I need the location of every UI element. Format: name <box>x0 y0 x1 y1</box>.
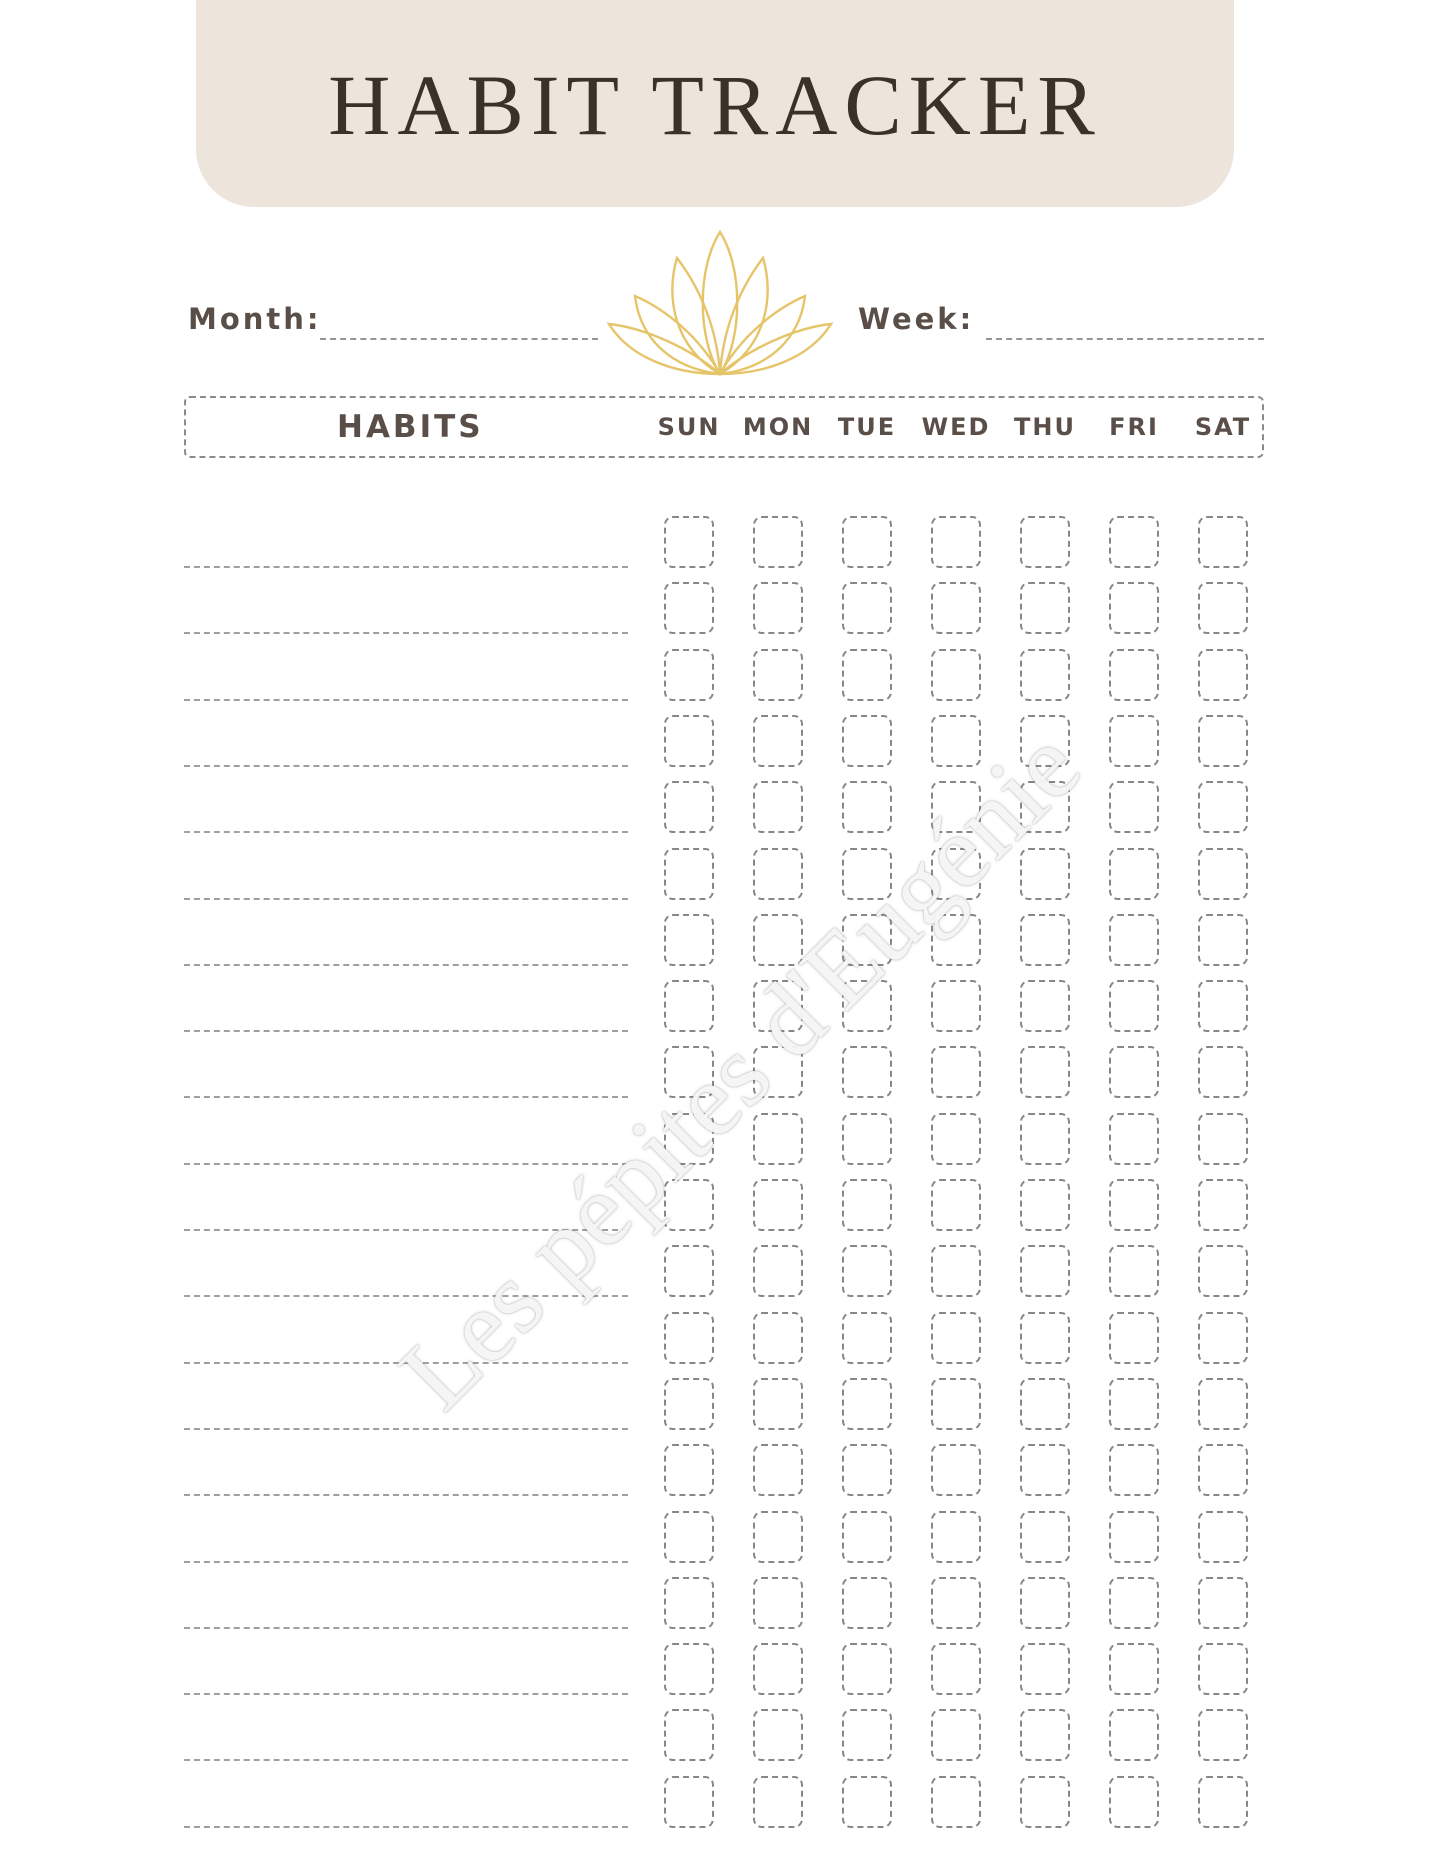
checkbox-thu[interactable] <box>1020 1511 1070 1563</box>
checkbox-mon[interactable] <box>753 914 803 966</box>
checkbox-sat[interactable] <box>1198 715 1248 767</box>
habit-line[interactable] <box>184 566 628 568</box>
checkbox-fri[interactable] <box>1109 1444 1159 1496</box>
checkbox-sat[interactable] <box>1198 1046 1248 1098</box>
checkbox-mon[interactable] <box>753 582 803 634</box>
checkbox-mon[interactable] <box>753 980 803 1032</box>
habit-line[interactable] <box>184 1693 628 1695</box>
title-banner <box>196 0 1234 207</box>
checkbox-fri[interactable] <box>1109 1643 1159 1695</box>
habit-line[interactable] <box>184 1362 628 1364</box>
habit-line[interactable] <box>184 632 628 634</box>
checkbox-sun[interactable] <box>664 1245 714 1297</box>
checkbox-fri[interactable] <box>1109 781 1159 833</box>
checkbox-thu[interactable] <box>1020 1046 1070 1098</box>
checkbox-sat[interactable] <box>1198 1312 1248 1364</box>
checkbox-thu[interactable] <box>1020 715 1070 767</box>
checkbox-fri[interactable] <box>1109 1577 1159 1629</box>
checkbox-sat[interactable] <box>1198 649 1248 701</box>
checkbox-thu[interactable] <box>1020 1643 1070 1695</box>
checkbox-tue[interactable] <box>842 715 892 767</box>
checkbox-wed[interactable] <box>931 582 981 634</box>
checkbox-thu[interactable] <box>1020 1312 1070 1364</box>
checkbox-sat[interactable] <box>1198 1511 1248 1563</box>
checkbox-sun[interactable] <box>664 1046 714 1098</box>
checkbox-fri[interactable] <box>1109 1776 1159 1828</box>
checkbox-sat[interactable] <box>1198 1709 1248 1761</box>
checkbox-sun[interactable] <box>664 582 714 634</box>
checkbox-mon[interactable] <box>753 1245 803 1297</box>
checkbox-wed[interactable] <box>931 980 981 1032</box>
checkbox-thu[interactable] <box>1020 1245 1070 1297</box>
checkbox-mon[interactable] <box>753 1709 803 1761</box>
watermark: Les pépites d'Eugénie <box>378 707 1102 1432</box>
checkbox-sat[interactable] <box>1198 1444 1248 1496</box>
habit-line[interactable] <box>184 1561 628 1563</box>
week-field[interactable] <box>986 338 1264 340</box>
habit-line[interactable] <box>184 1428 628 1430</box>
checkbox-tue[interactable] <box>842 1444 892 1496</box>
checkbox-tue[interactable] <box>842 980 892 1032</box>
checkbox-thu[interactable] <box>1020 1378 1070 1430</box>
checkbox-tue[interactable] <box>842 1113 892 1165</box>
day-header-wed: WED <box>921 413 991 441</box>
checkbox-sat[interactable] <box>1198 582 1248 634</box>
checkbox-fri[interactable] <box>1109 1113 1159 1165</box>
checkbox-wed[interactable] <box>931 848 981 900</box>
checkbox-wed[interactable] <box>931 1179 981 1231</box>
checkbox-sun[interactable] <box>664 1113 714 1165</box>
checkbox-tue[interactable] <box>842 1312 892 1364</box>
habit-line[interactable] <box>184 765 628 767</box>
checkbox-sun[interactable] <box>664 1577 714 1629</box>
lotus-icon <box>605 228 835 378</box>
checkbox-mon[interactable] <box>753 781 803 833</box>
day-header-mon: MON <box>742 413 814 441</box>
checkbox-wed[interactable] <box>931 1577 981 1629</box>
checkbox-tue[interactable] <box>842 1378 892 1430</box>
checkbox-thu[interactable] <box>1020 1776 1070 1828</box>
checkbox-fri[interactable] <box>1109 1709 1159 1761</box>
checkbox-sun[interactable] <box>664 516 714 568</box>
checkbox-wed[interactable] <box>931 1245 981 1297</box>
checkbox-tue[interactable] <box>842 1245 892 1297</box>
checkbox-sat[interactable] <box>1198 980 1248 1032</box>
checkbox-sun[interactable] <box>664 1709 714 1761</box>
checkbox-mon[interactable] <box>753 1179 803 1231</box>
checkbox-mon[interactable] <box>753 1643 803 1695</box>
checkbox-tue[interactable] <box>842 848 892 900</box>
checkbox-fri[interactable] <box>1109 980 1159 1032</box>
checkbox-mon[interactable] <box>753 1312 803 1364</box>
checkbox-wed[interactable] <box>931 1378 981 1430</box>
checkbox-tue[interactable] <box>842 1643 892 1695</box>
checkbox-fri[interactable] <box>1109 715 1159 767</box>
checkbox-thu[interactable] <box>1020 848 1070 900</box>
checkbox-fri[interactable] <box>1109 1179 1159 1231</box>
habit-line[interactable] <box>184 1163 628 1165</box>
habit-line[interactable] <box>184 1759 628 1761</box>
checkbox-tue[interactable] <box>842 914 892 966</box>
checkbox-mon[interactable] <box>753 1113 803 1165</box>
checkbox-thu[interactable] <box>1020 582 1070 634</box>
checkbox-tue[interactable] <box>842 1776 892 1828</box>
month-field[interactable] <box>320 338 598 340</box>
checkbox-thu[interactable] <box>1020 1113 1070 1165</box>
checkbox-sun[interactable] <box>664 914 714 966</box>
checkbox-sat[interactable] <box>1198 1577 1248 1629</box>
checkbox-fri[interactable] <box>1109 649 1159 701</box>
checkbox-wed[interactable] <box>931 914 981 966</box>
page-title: HABIT TRACKER <box>328 57 1102 153</box>
habit-line[interactable] <box>184 699 628 701</box>
checkbox-mon[interactable] <box>753 1378 803 1430</box>
day-header-tue: TUE <box>837 413 897 441</box>
checkbox-fri[interactable] <box>1109 914 1159 966</box>
checkbox-sun[interactable] <box>664 1776 714 1828</box>
habit-line[interactable] <box>184 1030 628 1032</box>
checkbox-sun[interactable] <box>664 848 714 900</box>
checkbox-fri[interactable] <box>1109 1511 1159 1563</box>
checkbox-sun[interactable] <box>664 1378 714 1430</box>
habit-line[interactable] <box>184 1627 628 1629</box>
checkbox-fri[interactable] <box>1109 1245 1159 1297</box>
checkbox-fri[interactable] <box>1109 1378 1159 1430</box>
checkbox-tue[interactable] <box>842 1179 892 1231</box>
checkbox-wed[interactable] <box>931 1776 981 1828</box>
checkbox-thu[interactable] <box>1020 649 1070 701</box>
checkbox-sat[interactable] <box>1198 914 1248 966</box>
checkbox-thu[interactable] <box>1020 1179 1070 1231</box>
checkbox-tue[interactable] <box>842 781 892 833</box>
habit-line[interactable] <box>184 898 628 900</box>
habit-line[interactable] <box>184 1096 628 1098</box>
checkbox-sat[interactable] <box>1198 1643 1248 1695</box>
checkbox-wed[interactable] <box>931 1444 981 1496</box>
checkbox-fri[interactable] <box>1109 1312 1159 1364</box>
checkbox-tue[interactable] <box>842 1046 892 1098</box>
checkbox-tue[interactable] <box>842 649 892 701</box>
checkbox-mon[interactable] <box>753 649 803 701</box>
checkbox-sun[interactable] <box>664 649 714 701</box>
checkbox-sat[interactable] <box>1198 516 1248 568</box>
checkbox-mon[interactable] <box>753 1776 803 1828</box>
checkbox-mon[interactable] <box>753 1577 803 1629</box>
checkbox-sat[interactable] <box>1198 848 1248 900</box>
checkbox-tue[interactable] <box>842 1511 892 1563</box>
checkbox-sat[interactable] <box>1198 1245 1248 1297</box>
checkbox-sun[interactable] <box>664 1312 714 1364</box>
day-header-sun: SUN <box>657 413 721 441</box>
checkbox-fri[interactable] <box>1109 516 1159 568</box>
checkbox-wed[interactable] <box>931 649 981 701</box>
checkbox-wed[interactable] <box>931 1709 981 1761</box>
checkbox-tue[interactable] <box>842 516 892 568</box>
checkbox-fri[interactable] <box>1109 848 1159 900</box>
checkbox-mon[interactable] <box>753 516 803 568</box>
checkbox-thu[interactable] <box>1020 1709 1070 1761</box>
week-label: Week: <box>858 302 975 336</box>
checkbox-wed[interactable] <box>931 1511 981 1563</box>
habit-line[interactable] <box>184 1494 628 1496</box>
checkbox-sun[interactable] <box>664 1511 714 1563</box>
checkbox-sat[interactable] <box>1198 1113 1248 1165</box>
checkbox-thu[interactable] <box>1020 914 1070 966</box>
checkbox-wed[interactable] <box>931 1046 981 1098</box>
checkbox-tue[interactable] <box>842 1709 892 1761</box>
checkbox-thu[interactable] <box>1020 516 1070 568</box>
checkbox-thu[interactable] <box>1020 781 1070 833</box>
checkbox-thu[interactable] <box>1020 1577 1070 1629</box>
checkbox-mon[interactable] <box>753 1511 803 1563</box>
checkbox-fri[interactable] <box>1109 582 1159 634</box>
habit-line[interactable] <box>184 831 628 833</box>
checkbox-sun[interactable] <box>664 980 714 1032</box>
checkbox-thu[interactable] <box>1020 1444 1070 1496</box>
checkbox-fri[interactable] <box>1109 1046 1159 1098</box>
checkbox-thu[interactable] <box>1020 980 1070 1032</box>
habit-line[interactable] <box>184 1229 628 1231</box>
checkbox-wed[interactable] <box>931 1643 981 1695</box>
checkbox-tue[interactable] <box>842 582 892 634</box>
checkbox-sun[interactable] <box>664 1444 714 1496</box>
checkbox-sat[interactable] <box>1198 1179 1248 1231</box>
habit-line[interactable] <box>184 1826 628 1828</box>
habit-line[interactable] <box>184 964 628 966</box>
habits-column-header: HABITS <box>337 409 484 445</box>
checkbox-wed[interactable] <box>931 1113 981 1165</box>
checkbox-sat[interactable] <box>1198 1378 1248 1430</box>
checkbox-wed[interactable] <box>931 715 981 767</box>
checkbox-mon[interactable] <box>753 1444 803 1496</box>
checkbox-sun[interactable] <box>664 715 714 767</box>
checkbox-sun[interactable] <box>664 1643 714 1695</box>
checkbox-tue[interactable] <box>842 1577 892 1629</box>
checkbox-sat[interactable] <box>1198 1776 1248 1828</box>
checkbox-mon[interactable] <box>753 715 803 767</box>
checkbox-sun[interactable] <box>664 1179 714 1231</box>
month-label: Month: <box>188 302 322 336</box>
habit-line[interactable] <box>184 1295 628 1297</box>
day-header-thu: THU <box>1014 413 1076 441</box>
day-header-sat: SAT <box>1194 413 1252 441</box>
checkbox-mon[interactable] <box>753 848 803 900</box>
day-header-fri: FRI <box>1109 413 1159 441</box>
checkbox-sat[interactable] <box>1198 781 1248 833</box>
checkbox-sun[interactable] <box>664 781 714 833</box>
checkbox-mon[interactable] <box>753 1046 803 1098</box>
checkbox-wed[interactable] <box>931 1312 981 1364</box>
checkbox-wed[interactable] <box>931 781 981 833</box>
checkbox-wed[interactable] <box>931 516 981 568</box>
